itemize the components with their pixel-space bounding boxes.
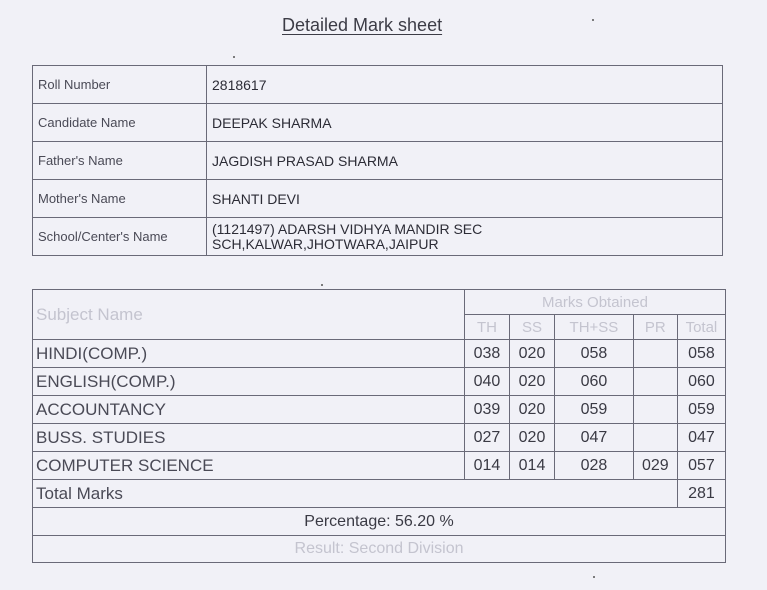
ss-marks: 014: [510, 452, 555, 480]
thss-marks: 058: [555, 340, 634, 368]
th-marks: 014: [464, 452, 509, 480]
col-total-header: Total: [677, 315, 725, 340]
th-marks: 038: [464, 340, 509, 368]
school-label: School/Center's Name: [33, 218, 207, 256]
scan-speck: [592, 19, 594, 21]
candidate-name-label: Candidate Name: [33, 104, 207, 142]
ss-marks: 020: [510, 340, 555, 368]
table-row: [33, 368, 726, 396]
scan-speck: [321, 284, 323, 286]
ss-marks: 020: [510, 396, 555, 424]
subject-name: HINDI(COMP.): [33, 340, 465, 368]
subject-name: ACCOUNTANCY: [33, 396, 465, 424]
ss-marks: 020: [510, 368, 555, 396]
scan-speck: [233, 56, 235, 58]
pr-marks: [633, 368, 677, 396]
marks-header-row: [33, 290, 726, 315]
col-ss-header: SS: [510, 315, 555, 340]
school-value: [207, 218, 723, 256]
total-marks-label: Total Marks: [33, 480, 678, 508]
total-marks: 057: [677, 452, 725, 480]
subject-name: COMPUTER SCIENCE: [33, 452, 465, 480]
thss-marks: 028: [555, 452, 634, 480]
percentage-text: Percentage: 56.20 %: [33, 508, 726, 536]
marks-table: [32, 289, 726, 563]
pr-marks: 029: [633, 452, 677, 480]
table-row: [33, 452, 726, 480]
subject-name: ENGLISH(COMP.): [33, 368, 465, 396]
mother-name-value: SHANTI DEVI: [207, 180, 723, 218]
subject-name-header: Subject Name: [33, 290, 465, 340]
mother-name-row: [33, 180, 723, 218]
roll-row: [33, 66, 723, 104]
candidate-name-value: DEEPAK SHARMA: [207, 104, 723, 142]
scan-speck: [593, 576, 595, 578]
mother-name-label: Mother's Name: [33, 180, 207, 218]
col-th-header: TH: [464, 315, 509, 340]
total-marks: 058: [677, 340, 725, 368]
father-name-value: JAGDISH PRASAD SHARMA: [207, 142, 723, 180]
th-marks: 040: [464, 368, 509, 396]
school-value-line2: SCH,KALWAR,JHOTWARA,JAIPUR: [212, 235, 439, 252]
total-marks-row: [33, 480, 726, 508]
result-row: [33, 536, 726, 563]
thss-marks: 047: [555, 424, 634, 452]
candidate-name-row: [33, 104, 723, 142]
roll-value: 2818617: [207, 66, 723, 104]
thss-marks: 059: [555, 396, 634, 424]
th-marks: 027: [464, 424, 509, 452]
total-marks-value: 281: [677, 480, 725, 508]
school-value-line1: (1121497) ADARSH VIDHYA MANDIR SEC: [212, 220, 483, 237]
pr-marks: [633, 424, 677, 452]
marks-obtained-header: Marks Obtained: [464, 290, 725, 315]
father-name-row: [33, 142, 723, 180]
roll-label: Roll Number: [33, 66, 207, 104]
father-name-label: Father's Name: [33, 142, 207, 180]
thss-marks: 060: [555, 368, 634, 396]
table-row: [33, 424, 726, 452]
table-row: [33, 396, 726, 424]
school-row: [33, 218, 723, 256]
total-marks: 047: [677, 424, 725, 452]
pr-marks: [633, 396, 677, 424]
result-text: Result: Second Division: [33, 536, 726, 563]
total-marks: 060: [677, 368, 725, 396]
col-pr-header: PR: [633, 315, 677, 340]
candidate-info-table: [32, 65, 723, 256]
total-marks: 059: [677, 396, 725, 424]
table-row: [33, 340, 726, 368]
col-thss-header: TH+SS: [555, 315, 634, 340]
subject-name: BUSS. STUDIES: [33, 424, 465, 452]
pr-marks: [633, 340, 677, 368]
ss-marks: 020: [510, 424, 555, 452]
page-title: Detailed Mark sheet: [282, 15, 443, 35]
th-marks: 039: [464, 396, 509, 424]
percentage-row: [33, 508, 726, 536]
